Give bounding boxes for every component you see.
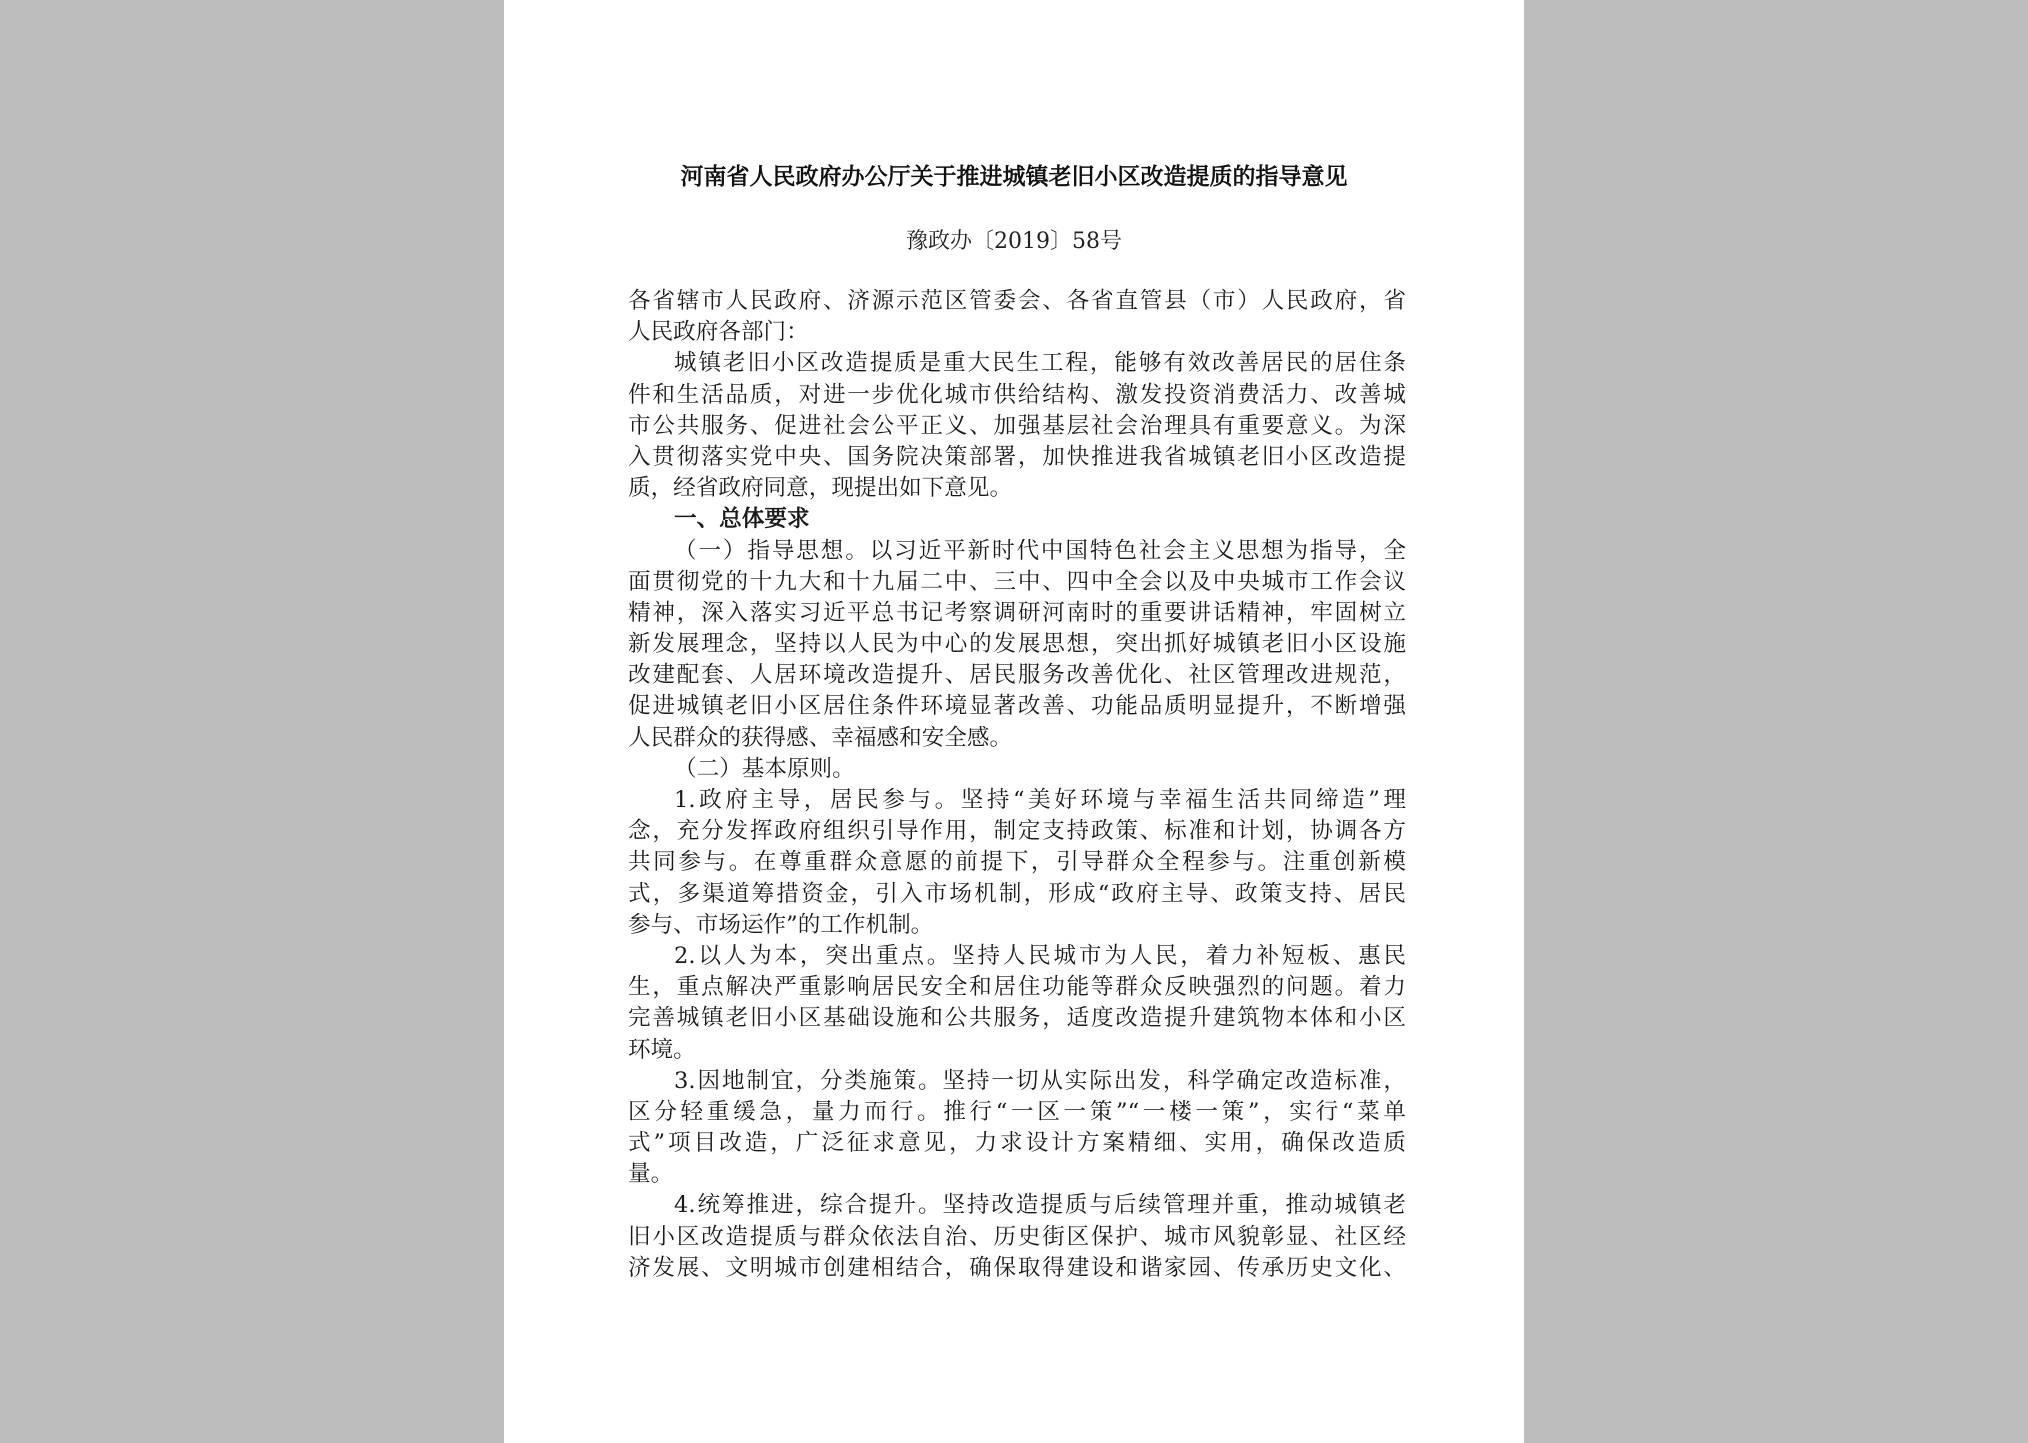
text-line: 城镇老旧小区改造提质是重大民生工程，能够有效改善居民的居住条 [674, 350, 1406, 377]
text-line: 旧小区改造提质与群众依法自治、历史街区保护、城市风貌彰显、社区经 [628, 1223, 1406, 1250]
section-heading: 一、总体要求 [674, 506, 810, 533]
text-line: 新发展理念，坚持以人民为中心的发展思想，突出抓好城镇老旧小区设施 [628, 631, 1406, 658]
text-line: 入贯彻落实党中央、国务院决策部署，加快推进我省城镇老旧小区改造提 [628, 443, 1406, 470]
text-line: 2.以人为本，突出重点。坚持人民城市为人民，着力补短板、惠民 [674, 942, 1406, 969]
text-line: 面贯彻党的十九大和十九届二中、三中、四中全会以及中央城市工作会议 [628, 568, 1406, 595]
text-line: 共同参与。在尊重群众意愿的前提下，引导群众全程参与。注重创新模 [628, 849, 1406, 876]
text-line: 促进城镇老旧小区居住条件环境显著改善、功能品质明显提升，不断增强 [628, 693, 1406, 720]
text-line: 济发展、文明城市创建相结合，确保取得建设和谐家园、传承历史文化、 [628, 1254, 1406, 1281]
text-line: （一）指导思想。以习近平新时代中国特色社会主义思想为指导，全 [674, 537, 1406, 564]
text-line: 区分轻重缓急，量力而行。推行“一区一策”“一楼一策”，实行“菜单 [628, 1098, 1406, 1125]
text-line: 4.统筹推进，综合提升。坚持改造提质与后续管理并重，推动城镇老 [674, 1192, 1406, 1219]
text-line: 念，充分发挥政府组织引导作用，制定支持政策、标准和计划，协调各方 [628, 818, 1406, 845]
text-line: 环境。 [628, 1036, 696, 1063]
document-body [628, 286, 1406, 1284]
text-line: 生，重点解决严重影响居民安全和居住功能等群众反映强烈的问题。着力 [628, 974, 1406, 1001]
document-number: 豫政办〔2019〕58号 [906, 229, 1122, 254]
text-line: 式”项目改造，广泛征求意见，力求设计方案精细、实用，确保改造质 [628, 1130, 1406, 1157]
text-line: 完善城镇老旧小区基础设施和公共服务，适度改造提升建筑物本体和小区 [628, 1005, 1406, 1032]
text-line: 各省辖市人民政府、济源示范区管委会、各省直管县（市）人民政府，省 [628, 288, 1406, 314]
text-line: 精神，深入落实习近平总书记考察调研河南时的重要讲话精神，牢固树立 [628, 599, 1406, 626]
text-line: 参与、市场运作”的工作机制。 [628, 911, 934, 938]
text-line: 人民政府各部门： [628, 319, 809, 346]
text-line: 量。 [628, 1161, 674, 1188]
document-title: 河南省人民政府办公厅关于推进城镇老旧小区改造提质的指导意见 [680, 163, 1348, 190]
text-line: 1.政府主导，居民参与。坚持“美好环境与幸福生活共同缔造”理 [674, 787, 1406, 813]
text-line: 3.因地制宜，分类施策。坚持一切从实际出发，科学确定改造标准， [674, 1067, 1406, 1094]
text-line: 质，经省政府同意，现提出如下意见。 [628, 475, 1013, 502]
text-line: （二）基本原则。 [674, 755, 855, 782]
text-line: 人民群众的获得感、幸福感和安全感。 [628, 724, 1013, 751]
text-line: 式，多渠道筹措资金，引入市场机制，形成“政府主导、政策支持、居民 [628, 880, 1406, 907]
text-line: 改建配套、人居环境改造提升、居民服务改善优化、社区管理改进规范， [628, 662, 1406, 689]
document-page [504, 0, 1524, 1443]
text-line: 件和生活品质，对进一步优化城市供给结构、激发投资消费活力、改善城 [628, 381, 1406, 408]
text-line: 市公共服务、促进社会公平正义、加强基层社会治理具有重要意义。为深 [628, 412, 1406, 439]
